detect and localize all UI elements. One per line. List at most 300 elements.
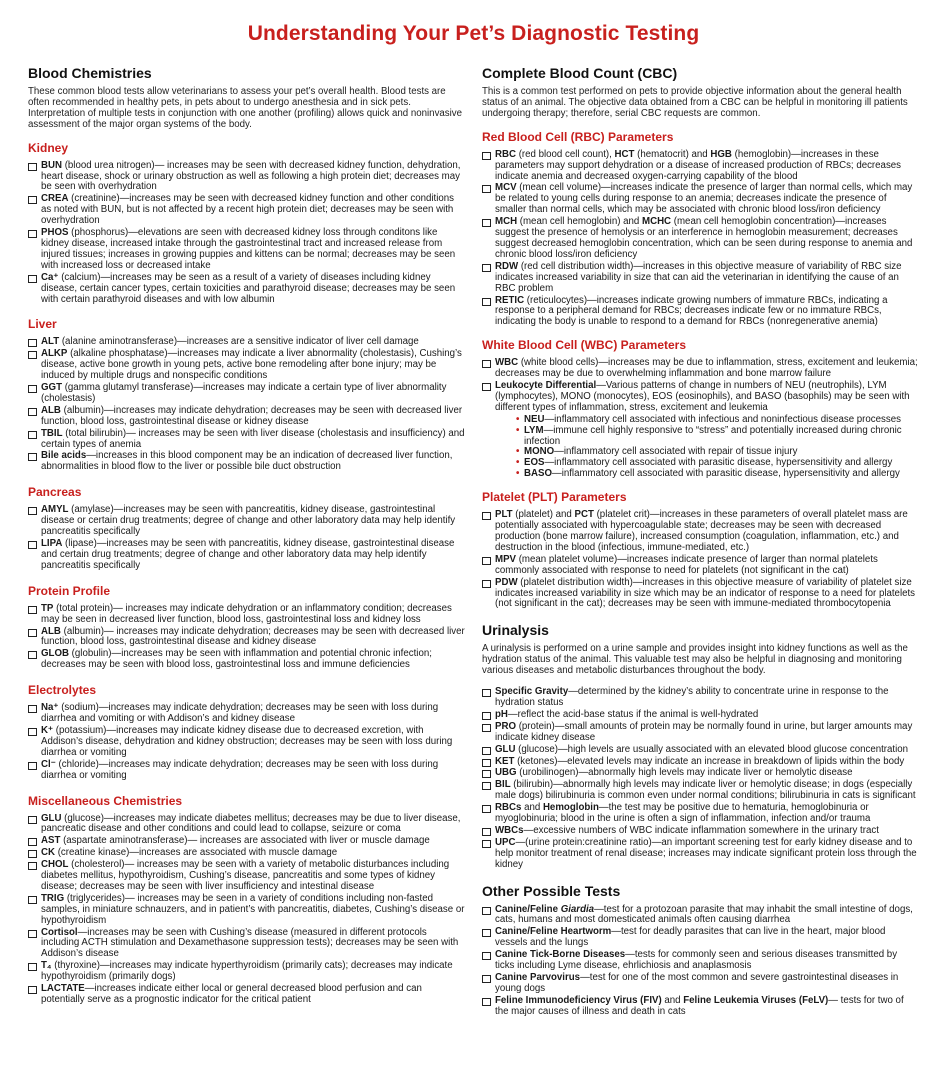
differential-item [482, 469, 919, 480]
checklist-item [28, 337, 465, 348]
item-text [41, 451, 465, 473]
item-term: GLU [495, 743, 516, 755]
item-text [41, 627, 465, 649]
checklist-item [28, 627, 465, 649]
item-desc: —inflammatory cell associated with parasitic disease, hypersensitivity and allergy [544, 457, 893, 469]
item-desc: (protein)—small amounts of protein may be normally found in urine, but larger amounts may indicate kidney disease [495, 720, 913, 743]
item-text [41, 848, 465, 859]
checkbox[interactable] [28, 351, 37, 359]
item-text [495, 578, 919, 611]
urinalysis-heading: Urinalysis [482, 622, 549, 639]
item-term: HCT [614, 148, 635, 160]
checklist-item [28, 273, 465, 306]
checklist-item [482, 710, 919, 721]
item-term: LIPA [41, 538, 63, 549]
item-text [495, 973, 919, 995]
checkbox[interactable] [28, 651, 37, 659]
checklist-item [28, 928, 465, 961]
item-desc: (glucose)—high levels are usually associated with an elevated blood glucose concentration [515, 743, 909, 755]
checkbox[interactable] [482, 219, 491, 227]
checkbox[interactable] [482, 580, 491, 588]
other-tests-list [482, 905, 919, 1018]
checklist-item [482, 838, 919, 871]
item-desc: (reticulocytes)—increases indicate growing numbers of immature RBCs, indicating a response to a peripheral demand for RBCs; decreases indicate few or no immature RBCs, indicating the body is unable to respond to a demand for RBCs (nonregenerative anemia) [495, 294, 888, 328]
item-text [41, 649, 465, 671]
checkbox[interactable] [482, 264, 491, 272]
item-text [495, 905, 919, 927]
item-desc: and [521, 802, 543, 814]
item-text [495, 381, 919, 414]
item-desc: and [661, 994, 684, 1006]
item-desc: (albumin)—increases may indicate dehydration; decreases may be seen with decreased liver function, blood loss, gastrointestinal disease or kidney disease [41, 404, 463, 427]
checkbox[interactable] [28, 196, 37, 204]
checklist-item [482, 905, 919, 927]
item-desc: (thyroxine)—increases may indicate hyperthyroidism (primarily cats); decreases may indicate hypothyroidism (primarily dogs) [41, 960, 453, 983]
item-term: AST [41, 835, 61, 847]
checkbox[interactable] [482, 383, 491, 391]
checkbox[interactable] [482, 828, 491, 836]
checkbox[interactable] [28, 930, 37, 938]
left-column [28, 65, 465, 1019]
item-term: PCT [574, 509, 594, 521]
item-text [495, 950, 919, 972]
item-desc: (triglycerides)— increases may be seen in a variety of conditions including non-fasted samples, in miniature schnauzers, and in patient’s with pancreatitis, diabetes, Cushing’s disease or hypothyroidism [41, 892, 465, 926]
item-desc: (creatine kinase)—increases are associated with muscle damage [55, 847, 338, 859]
checklist-item [482, 296, 919, 329]
checklist-item [28, 604, 465, 626]
checkbox[interactable] [28, 385, 37, 393]
checklist-item [28, 726, 465, 759]
item-desc: (alkaline phosphatase)—increases may indicate a liver abnormality (cholestasis), Cushing’s disease, active bone growth in young pets, active bone remodeling after bone injury; may be induced by multiple drugs and nonspecific conditions [41, 348, 462, 382]
bullet-icon: • [516, 468, 520, 480]
checklist-item [482, 510, 919, 554]
item-term: MONO [524, 446, 555, 458]
plt-list [482, 510, 919, 610]
item-desc: (albumin)— increases may indicate dehydration; decreases may be seen with decreased liver function, blood loss, gastrointestinal disease and kidney disease [41, 625, 465, 648]
item-text [41, 194, 465, 227]
item-desc: —inflammatory cell associated with parasitic disease, hypersensitivity and allergy [552, 468, 900, 480]
checklist-item [28, 860, 465, 893]
item-desc: (mean cell volume)—increases indicate the presence of larger than normal cells, which may be related to young cells during response to an anemia; decreases indicate the presence of smaller than normal cells, which may be associated with chronic blood loss/iron deficiency [495, 182, 913, 216]
checklist-item [482, 973, 919, 995]
checklist-item [482, 262, 919, 295]
blood-chemistries-heading: Blood Chemistries [28, 65, 152, 81]
checkbox[interactable] [482, 770, 491, 778]
item-text [495, 826, 919, 837]
item-term: pH [495, 708, 508, 720]
checklist-item [28, 228, 465, 272]
item-text [41, 961, 465, 983]
item-text [41, 228, 465, 272]
item-text [41, 505, 465, 538]
item-term: EOS [524, 457, 545, 469]
item-term: Giardia [560, 903, 595, 915]
checkbox[interactable] [482, 512, 491, 520]
item-term: TRIG [41, 892, 65, 904]
item-desc: —test for a protozoan parasite that may inhabit the small intestine of dogs, cats, humans and most domesticated animals often causing diarrhea [495, 903, 913, 926]
checklist-item [28, 406, 465, 428]
section-title-pancreas: Pancreas [28, 485, 82, 500]
item-desc: (sodium)—increases may indicate dehydration; decreases may be seen with loss during diarrhea and vomiting or with Addison’s and kidney disease [41, 702, 439, 725]
item-term: CHOL [41, 859, 69, 871]
checkbox[interactable] [28, 408, 37, 416]
checkbox[interactable] [482, 782, 491, 790]
item-term: CREA [41, 193, 69, 205]
checkbox[interactable] [28, 816, 37, 824]
item-desc: (amylase)—increases may be seen with pancreatitis, kidney disease, gastrointestinal disease or certain drug treatments; degree of change and other laboratory data may help identify pancreatitis specifically [41, 504, 456, 538]
item-term: ALB [41, 404, 61, 416]
item-term: Cl⁻ [41, 758, 56, 770]
item-text [41, 726, 465, 759]
item-term: RBCs [495, 802, 522, 814]
checklist-item [482, 826, 919, 837]
item-text [41, 349, 465, 382]
checklist-item [28, 984, 465, 1006]
item-text [41, 760, 465, 782]
item-term: PDW [495, 576, 518, 588]
item-desc: (creatinine)—increases may be seen with decreased kidney function and other conditions as noted with BUN, but is not affected by a recent high protein diet; decreases may be seen with overhydration [41, 193, 455, 227]
checklist-item [28, 161, 465, 194]
item-text [495, 745, 919, 756]
item-text [41, 860, 465, 893]
item-term: MCHC [642, 216, 672, 228]
item-term: ALB [41, 625, 61, 637]
checkbox[interactable] [28, 507, 37, 515]
checkbox[interactable] [482, 152, 491, 160]
item-term: Cortisol [41, 926, 78, 938]
checklist-item [482, 381, 919, 414]
checkbox[interactable] [28, 230, 37, 238]
item-term: Na⁺ [41, 702, 59, 714]
item-term: K⁺ [41, 724, 54, 736]
wbc-section-title: White Blood Cell (WBC) Parameters [482, 338, 687, 353]
checkbox[interactable] [482, 929, 491, 937]
checklist-item [482, 217, 919, 261]
checklist-item [28, 760, 465, 782]
checkbox[interactable] [28, 705, 37, 713]
item-term: Feline Leukemia Viruses (FeLV) [683, 994, 829, 1006]
item-term: GLU [41, 812, 62, 824]
rbc-list [482, 150, 919, 329]
item-term: ALKP [41, 348, 68, 360]
item-term: Canine/Feline Heartworm [495, 926, 612, 938]
checkbox[interactable] [482, 759, 491, 767]
item-desc: (total bilirubin)— increases may be seen with liver disease (cholestasis and insufficiency) and certain types of anemia [41, 427, 465, 450]
item-term: Canine Parvovirus [495, 972, 581, 983]
item-desc: (chloride)—increases may indicate dehydration; decreases may be seen with loss during diarrhea or vomiting [41, 758, 439, 781]
checkbox[interactable] [28, 963, 37, 971]
item-text [495, 217, 919, 261]
cbc-heading: Complete Blood Count (CBC) [482, 65, 678, 81]
page-title: Understanding Your Pet’s Diagnostic Testing [247, 22, 700, 45]
section-title-electrolytes: Electrolytes [28, 683, 97, 698]
checklist-item [482, 358, 919, 380]
cbc-intro: This is a common test performed on pets to provide objective information about the general health status of an animal. The objective data obtained from a CBC can be helpful in monitoring ill patients undergoing therapy; therefore, serial CBC requests are common. [482, 86, 908, 119]
item-desc: (bilirubin)—abnormally high levels may indicate liver or hemolytic disease; in dogs (especially male dogs) bilirubinuria is common even under normal conditions; bilirubinuria in cats is significant [495, 779, 916, 802]
item-term: Bile acids [41, 450, 87, 462]
checkbox[interactable] [482, 298, 491, 306]
item-term: PLT [495, 509, 513, 521]
item-desc: (white blood cells)—increases may be due to inflammation, stress, excitement and leukemia; decreases may be due to overwhelming inflammation and bone marrow failure [495, 357, 918, 380]
checkbox[interactable] [482, 907, 491, 915]
checklist-item [482, 578, 919, 611]
item-term: Feline Immunodeficiency Virus (FIV) [495, 994, 662, 1006]
item-desc: —test for deadly parasites that can live in the heart, major blood vessels and the lungs [495, 926, 886, 949]
right-column [482, 65, 919, 1019]
item-text [41, 383, 465, 405]
item-term: LYM [524, 424, 544, 436]
checklist-item [28, 649, 465, 671]
item-desc: —increases may be seen with Cushing’s disease (measured in different protocols including ACTH stimulation and Dexamethasone suppression tests); decreases may be seen with Addison’s disease [41, 926, 459, 960]
item-term: RBC [495, 148, 516, 160]
item-term: PHOS [41, 227, 69, 239]
item-desc: — tests for two of the major causes of illness and death in cats [495, 994, 904, 1017]
item-desc: —increases in this blood component may be an indication of decreased liver function, abnormalities in blood flow to the liver or possible bile duct obstruction [41, 450, 453, 473]
item-term: GLOB [41, 648, 69, 660]
item-term: WBCs [495, 824, 524, 836]
checkbox[interactable] [482, 557, 491, 565]
item-text [495, 927, 919, 949]
checkbox[interactable] [28, 728, 37, 736]
checkbox[interactable] [28, 275, 37, 283]
item-desc: (cholesterol)— increases may be seen with a variety of metabolic disturbances including diabetes mellitus, hypothyroidism, Cushing’s disease, pancreatitis and some types of kidney disease; decreases may be seen with liver insufficiency and intestinal disease [41, 859, 450, 892]
item-term: AMYL [41, 504, 69, 516]
item-text [495, 780, 919, 802]
item-desc: (red blood cell count), [516, 148, 615, 160]
checkbox[interactable] [28, 606, 37, 614]
item-desc: —Various patterns of change in numbers of NEU (neutrophils), LYM (lymphocytes), MONO (monocytes), EOS (eosinophils), and BASO (basophils) may be seen with different types of inflammation, stress, excitement and leukemia [495, 380, 910, 413]
item-desc: —determined by the kidney’s ability to concentrate urine in response to the hydration status [495, 686, 889, 708]
item-text [41, 273, 465, 306]
section-title-miscellaneous-chemistries: Miscellaneous Chemistries [28, 793, 183, 808]
checkbox[interactable] [482, 747, 491, 755]
item-term: UBG [495, 767, 517, 779]
item-desc: (phosphorus)—elevations are seen with decreased kidney loss through conditons like kidney disease, increased intake through the gastrointestinal tract and increased release from injured tissues; increases in growing puppies and kittens can be normal; decreases may be seen with increased loss or decreased intake [41, 227, 456, 271]
checkbox[interactable] [482, 724, 491, 732]
item-term: Specific Gravity [495, 686, 569, 698]
checklist-item [482, 768, 919, 779]
checkbox[interactable] [482, 689, 491, 697]
item-term: T₄ [41, 960, 52, 972]
checkbox[interactable] [28, 862, 37, 870]
item-desc: —test for one of the most common and severe gastrointestinal diseases in young dogs [495, 972, 899, 994]
item-text [495, 510, 919, 554]
checklist-item [482, 950, 919, 972]
item-text [41, 337, 465, 348]
item-text [495, 996, 919, 1018]
item-text [495, 768, 919, 779]
checklist-item [28, 961, 465, 983]
checkbox[interactable] [28, 762, 37, 770]
item-desc: (urobilinogen)—abnormally high levels may indicate liver or hemolytic disease [516, 767, 853, 779]
checklist-item [482, 555, 919, 577]
item-desc: (potassium)—increases may indicate kidney disease due to decreased excretion, with Addison’s disease, dehydration and kidney obstruction; decreases may be seen with loss during diarrhea or vomiting [41, 724, 453, 758]
blood-chemistries-intro: These common blood tests allow veterinarians to assess your pet’s overall health. Blood tests are often recommended in healthy pets, in pets about to undergo anesthesia and in sick pets. Interpretation of multiple tests in conjunction with one another (profiling) allows quick and noninvasive assessment of the major organ systems of the body. [28, 86, 463, 130]
item-term: CK [41, 847, 55, 859]
item-text [495, 722, 919, 744]
item-term: BUN [41, 159, 62, 171]
bullet-icon: • [516, 413, 520, 425]
item-term: NEU [524, 413, 545, 425]
item-desc: (gamma glutamyl transferase)—increases may indicate a certain type of liver abnormality (cholestasis) [41, 382, 447, 404]
checklist-item [482, 745, 919, 756]
item-text [495, 150, 919, 183]
item-term: BASO [524, 468, 552, 480]
item-term: LACTATE [41, 983, 85, 995]
checklist-item [28, 505, 465, 538]
item-term: GGT [41, 382, 62, 394]
checkbox[interactable] [28, 431, 37, 439]
checklist-item [482, 687, 919, 709]
checklist-item [482, 927, 919, 949]
item-desc: (hemoglobin)—increases in these parameters may support dehydration or a disease of increased production of RBCs; decreases indicate anemia and decreased oxygen-carrying capability of the blood [495, 148, 902, 182]
item-text [524, 469, 919, 480]
plt-section-title: Platelet (PLT) Parameters [482, 490, 627, 505]
item-desc: —tests for commonly seen and serious diseases transmitted by ticks including Lyme disease, ehrlichiosis and anaplasmosis [495, 949, 898, 972]
item-text [41, 984, 465, 1006]
urinalysis-intro: A urinalysis is performed on a urine sample and provides insight into kidney functions as well as the hydration status of the animal. This valuable test may also be helpful in diagnosing and monitoring various diseases and metabolic disturbances throughout the body. [482, 643, 908, 677]
item-desc: —inflammatory cell associated with infectious and noninfectious disease processes [544, 413, 901, 425]
section-title-protein-profile: Protein Profile [28, 583, 111, 598]
checkbox[interactable] [482, 360, 491, 368]
item-desc: —excessive numbers of WBC indicate inflammation somewhere in the urinary tract [523, 824, 879, 836]
item-term: Canine Tick-Borne Diseases [495, 949, 626, 961]
checklist-item [482, 996, 919, 1018]
item-text [495, 757, 919, 768]
checkbox[interactable] [28, 896, 37, 904]
item-desc: (mean platelet volume)—increases indicate presence of larger than normal platelets commonly associated with response to need for platelets (not significant in the cat) [495, 553, 878, 576]
item-term: Hemoglobin [542, 802, 599, 814]
item-desc: (platelet distribution width)—increases in this objective measure of variability of platelet size indicates increased variability in size which may be an indicator of response to a need for platelets (not significant in the cat); decreases may be seen with immune-mediated thrombocytopenia [495, 576, 916, 610]
checkbox[interactable] [28, 629, 37, 637]
item-desc: (platelet crit)—increases in these parameters of overall platelet mass are potentially associated with hypercoagulable state; decreases may be seen with decreased production (bone marrow failure), increased consumption (coagulation, inflammation, etc.) and destruction in the blood (infectious, immune-mediated, etc.) [495, 509, 908, 553]
item-text [495, 803, 919, 825]
wbc-differential-list [482, 415, 919, 480]
item-desc: —the test may be positive due to hematuria, hemoglobinuria or myoglobinuria; blood in the urine is often a sign of inflammation, infection and/or trauma [495, 802, 871, 825]
rbc-section-title: Red Blood Cell (RBC) Parameters [482, 129, 674, 144]
item-term: Leukocyte Differential [495, 380, 597, 392]
item-text [41, 894, 465, 927]
item-desc: —reflect the acid-base status if the animal is well-hydrated [507, 708, 759, 720]
checkbox[interactable] [482, 840, 491, 848]
item-desc: (total protein)— increases may indicate dehydration or an inflammatory condition; decreases may be seen in decreased liver function, blood loss, gastrointestinal loss and kidney loss [41, 602, 452, 625]
item-term: UPC [495, 836, 516, 848]
checklist-item [28, 848, 465, 859]
checklist-item [28, 383, 465, 405]
checkbox[interactable] [28, 163, 37, 171]
item-term: PRO [495, 720, 516, 732]
item-text [41, 814, 465, 836]
checklist-item [482, 150, 919, 183]
checkbox[interactable] [28, 986, 37, 994]
item-desc: —increases indicate either local or general decreased blood perfusion and can potentially serve as a prognostic indicator for the critical patient [41, 983, 422, 1005]
item-text [41, 928, 465, 961]
checkbox[interactable] [28, 339, 37, 347]
item-desc: (ketones)—elevated levels may indicate an increase in breakdown of lipids within the body [514, 755, 905, 767]
checkbox[interactable] [28, 838, 37, 846]
other-tests-heading: Other Possible Tests [482, 882, 621, 899]
item-desc: (mean cell hemoglobin concentration)—increases suggest the presence of hemolysis or an interference in hemoglobin measurement; decreases suggest decreased hemoglobin concentration, which can be seen during response to anemia and chronic blood loss/iron deficiency [495, 216, 913, 260]
wbc-list [482, 358, 919, 414]
checklist-item [28, 349, 465, 382]
item-term: BIL [495, 779, 511, 791]
item-desc: —immune cell highly responsive to “stress” and potentially increased during chronic infection [524, 424, 902, 447]
item-text [495, 838, 919, 871]
item-term: KET [495, 755, 515, 767]
bullet-icon: • [516, 457, 520, 469]
checkbox[interactable] [482, 712, 491, 720]
item-term: Ca⁺ [41, 271, 59, 283]
bullet-icon: • [516, 424, 520, 436]
checkbox[interactable] [28, 850, 37, 858]
checkbox[interactable] [482, 998, 491, 1006]
item-term: ALT [41, 336, 60, 348]
item-text [495, 183, 919, 216]
item-text [41, 604, 465, 626]
item-term: MCV [495, 182, 517, 194]
item-desc: (blood urea nitrogen)— increases may be seen with decreased kidney function, dehydration, heart disease, shock or urinary obstruction as well as following a high protein diet; decreases may be seen with overhydration [41, 159, 461, 193]
checklist-item [482, 780, 919, 802]
checkbox[interactable] [28, 453, 37, 461]
checklist-item [482, 722, 919, 744]
item-text [41, 539, 465, 572]
checklist-item [482, 183, 919, 216]
checkbox[interactable] [482, 805, 491, 813]
checkbox[interactable] [482, 975, 491, 983]
checklist-item [28, 703, 465, 725]
checkbox[interactable] [482, 952, 491, 960]
item-desc: —(urine protein:creatinine ratio)—an important screening test for early kidney disease and to help monitor treatment of renal disease; increases may indicate significant protein loss through the kidney [495, 836, 917, 870]
item-text [41, 161, 465, 194]
item-desc: (platelet) and [512, 509, 575, 521]
item-text [41, 836, 465, 847]
item-desc: —inflammatory cell associated with repair of tissue injury [554, 446, 798, 458]
item-term: MCH [495, 216, 518, 228]
item-text [41, 703, 465, 725]
checklist-item [28, 836, 465, 847]
item-desc: (glucose)—increases may indicate diabetes mellitus; decreases may be due to liver disease, pancreatic disease and other conditions and could lead to collapse, seizure or coma [41, 812, 461, 835]
item-text [495, 710, 919, 721]
item-term: Canine/Feline [495, 903, 561, 915]
item-term: RDW [495, 260, 519, 272]
item-term: RETIC [495, 294, 525, 306]
item-text [41, 429, 465, 451]
checklist-item [28, 429, 465, 451]
item-desc: (alanine aminotransferase)—increases are a sensitive indicator of liver cell damage [59, 336, 419, 348]
item-desc: (globulin)—increases may be seen with inflammation and potential chronic infection; decreases may be seen with blood loss, gastrointestinal loss and immune deficiencies [41, 648, 432, 671]
item-term: TBIL [41, 427, 63, 439]
section-title-kidney: Kidney [28, 140, 69, 155]
bullet-icon: • [516, 446, 520, 458]
checklist-item [482, 757, 919, 768]
checkbox[interactable] [482, 185, 491, 193]
item-text [41, 406, 465, 428]
checklist-item [28, 539, 465, 572]
checkbox[interactable] [28, 541, 37, 549]
blood-chemistries-sections [28, 141, 465, 1006]
checklist-item [28, 451, 465, 473]
item-text [495, 358, 919, 380]
item-desc: (calcium)—increases may be seen as a result of a variety of diseases including kidney disease, certain cancer types, certain toxicities and parathyroid disease; decreases may be seen with certain parathyroid diseases and with low albumin [41, 271, 456, 305]
checklist-item [28, 194, 465, 227]
item-text [495, 555, 919, 577]
item-text [495, 262, 919, 295]
checklist-item [482, 803, 919, 825]
item-desc: (lipase)—increases may be seen with pancreatitis, kidney disease, gastrointestinal disease and certain drug treatments; degree of change and other laboratory data may help identify pancreatitis specifically [41, 538, 455, 571]
item-text [495, 687, 919, 709]
item-desc: (mean cell hemoglobin) and [517, 216, 642, 228]
checklist-item [28, 894, 465, 927]
